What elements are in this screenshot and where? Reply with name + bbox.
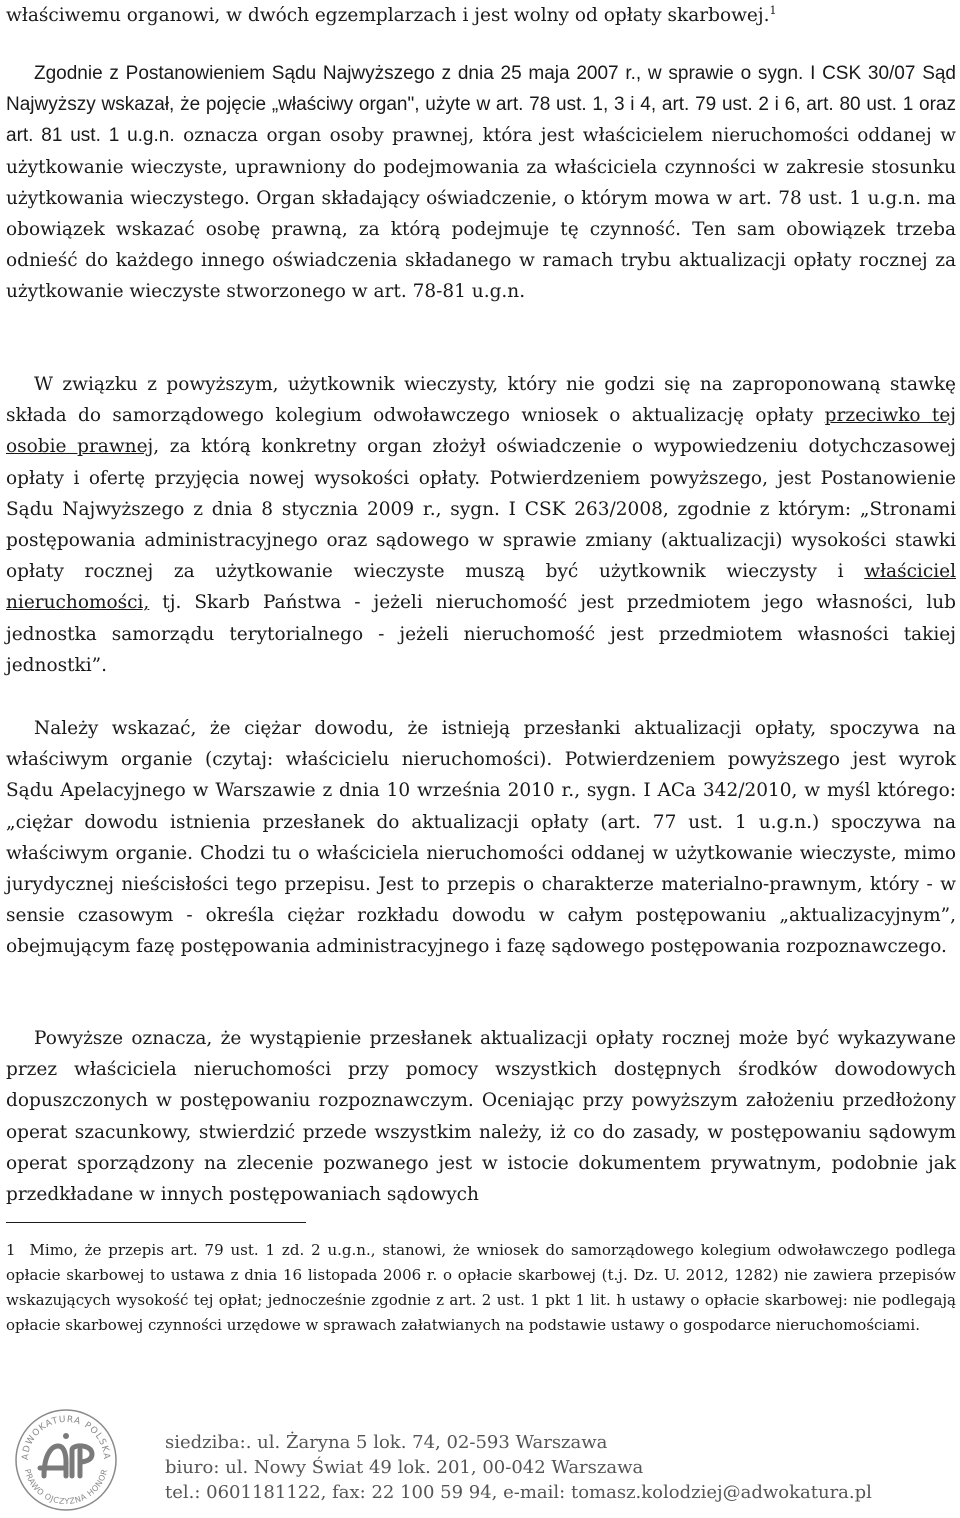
paragraph-segment: , za którą konkretny organ złożył oświadczenie o wypowiedzeniu dotychczasowej opłaty i ofertę przyjęcia nowej wysokości opłaty. Potwierdzeniem powyższego, jest Postanowienie Sądu Najwyższego z dnia 8 stycznia 2009 r., sygn. I CSK 263/2008, zgodnie z którym: „Stronami postępowania administracyjnego oraz sądowego w sprawie zmiany (aktualizacji) wysokości stawki opłaty rocznej za użytkowanie wieczyste muszą być użytkownik wieczysty i bbox=[6, 436, 956, 583]
paragraph-sans-segment: Zgodnie z Postanowieniem Sądu Najwyższego z dnia 25 maja 2007 r., w sprawie o sygn. I CSK 30/07 Sąd Najwyższy wskazał, że pojęcie „właściwy organ", użyte w art. 78 ust. 1, 3 i 4, art. 79 ust. 2 i 6, art. 80 ust. 1 oraz art. 81 ust. 1 u.g.n. bbox=[6, 63, 956, 147]
footer-contact[interactable]: tel.: 0601181122, fax: 22 100 59 94, e-mail: tomasz.kolodziej@adwokatura.pl bbox=[165, 1482, 872, 1503]
footnote-number: 1 bbox=[6, 1241, 16, 1259]
footnote bbox=[6, 1238, 956, 1338]
svg-text:ADWOKATURA POLSKA: ADWOKATURA POLSKA bbox=[20, 1414, 112, 1461]
underlined-phrase: właściciel nieruchomości, bbox=[6, 561, 956, 614]
paragraph-operat-szacunkowy: Powyższe oznacza, że wystąpienie przesłanek aktualizacji opłaty rocznej może być wykazywane przez właściciela nieruchomości przy pomocy wszystkich dostępnych środków dowodowych dopuszczonych w postępowaniu rozpoznawczym. Oceniając przy powyższym założeniu przedłożony operat szacunkowy, stwierdzić przede wszystkim należy, iż co do zasady, w postępowaniu sądowym operat sporządzony na zlecenie pozwanego jest w istocie dokumentem prywatnym, podobnie jak przedkładane w innych postępowaniach sądowych bbox=[6, 1028, 956, 1206]
paragraph-ciezar-dowodu: Należy wskazać, że ciężar dowodu, że istnieją przesłanki aktualizacji opłaty, spoczywa na właściwym organie (czytaj: właścicielu nieruchomości). Potwierdzeniem powyższego jest wyrok Sądu Apelacyjnego w Warszawie z dnia 10 września 2010 r., sygn. I ACa 342/2010, w myśl którego: „ciężar dowodu istnienia przesłanek do aktualizacji opłaty (art. 77 ust. 1 u.g.n.) spoczywa na właściwym organie. Chodzi tu o właściciela nieruchomości oddanej w użytkowanie wieczyste, mimo jurydycznej nieścisłości tego przepisu. Jest to przepis o charakterze materialno-prawnym, który - w sensie czasowym - określa ciężar rozkładu dowodu w całym postępowaniu „aktualizacyjnym”, obejmującym fazę postępowania administracyjnego i fazę sądowego postępowania rozpoznawczego. bbox=[6, 718, 956, 958]
paragraph-serif-segment: oznacza organ osoby prawnej, która jest właścicielem nieruchomości oddanej w użytkowanie wieczyste, uprawniony do podejmowania za właściciela czynności w zakresie stosunku użytkowania wieczystego. Organ składający oświadczenie, o którym mowa w art. 78 ust. 1 u.g.n. ma obowiązek wskazać osobę prawną, za którą podejmuje tę czynność. Ten sam obowiązek trzeba odnieść do każdego innego oświadczenia składanego w ramach trybu aktualizacji opłaty rocznej za użytkowanie wieczyste stworzonego w art. 78-81 u.g.n. bbox=[6, 125, 956, 303]
footer-seat-address: siedziba:. ul. Żaryna 5 lok. 74, 02-593 Warszawa bbox=[165, 1432, 608, 1453]
footnote-ref[interactable]: 1 bbox=[769, 3, 777, 17]
adwokatura-seal-icon bbox=[10, 1402, 122, 1514]
paragraph-segment: tj. Skarb Państwa - jeżeli nieruchomość jest przedmiotem jego własności, lub jednostka samorządu terytorialnego - jeżeli nieruchomość jest przedmiotem własności takiej jednostki”. bbox=[6, 592, 956, 676]
footer-address-block bbox=[165, 1430, 872, 1505]
footer-office-address: biuro: ul. Nowy Świat 49 lok. 201, 00-042 Warszawa bbox=[165, 1457, 644, 1478]
paragraph-postanowienie-2007 bbox=[6, 58, 956, 308]
svg-text:PRAWO OJCZYZNA HONOR: PRAWO OJCZYZNA HONOR bbox=[22, 1467, 110, 1507]
paragraph-segment: W związku z powyższym, użytkownik wieczysty, który nie godzi się na zaproponowaną stawkę składa do samorządowego kolegium odwoławczego wniosek o aktualizację opłaty bbox=[6, 374, 956, 427]
footnote-separator bbox=[6, 1222, 306, 1223]
paragraph-continuation bbox=[6, 0, 776, 31]
paragraph-wniosek-sko bbox=[6, 369, 956, 681]
footnote-text: Mimo, że przepis art. 79 ust. 1 zd. 2 u.g.n., stanowi, że wniosek do samorządowego kolegium odwoławczego podlega opłacie skarbowej to ustawa z dnia 16 listopada 2006 r. o opłacie skarbowej (t.j. Dz. U. 2012, 1282) nie zawiera przepisów wskazujących wysokość tej opłat; jednocześnie zgodnie z art. 2 ust. 1 pkt 1 lit. h ustawy o opłacie skarbowej: nie podlegają opłacie skarbowej czynności urzędowe w sprawach załatwianych na podstawie ustawy o gospodarce nieruchomościami. bbox=[6, 1241, 956, 1334]
paragraph-text: właściwemu organowi, w dwóch egzemplarzach i jest wolny od opłaty skarbowej. bbox=[6, 5, 770, 26]
underlined-phrase: przeciwko tej osobie prawnej bbox=[6, 405, 957, 458]
adwokatura-logo bbox=[10, 1402, 122, 1514]
